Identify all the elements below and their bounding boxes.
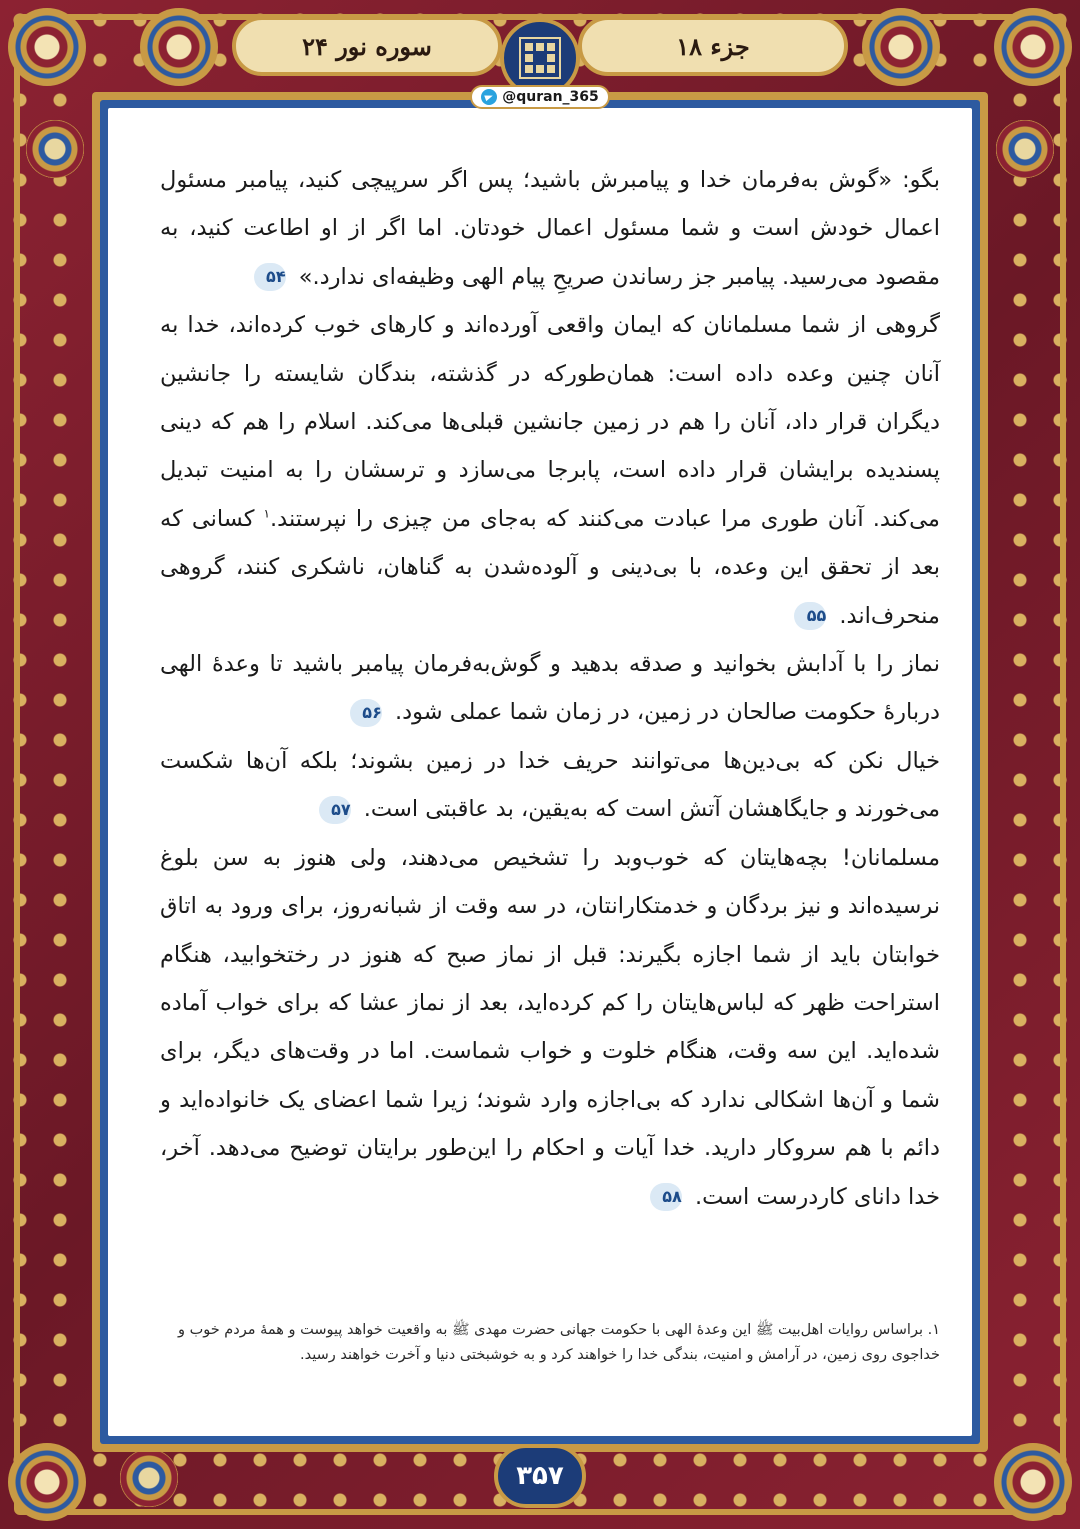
paragraph-text: گروهی از شما مسلمانان که ایمان واقعی آورده‌اند و کارهای خوب کرده‌اند، خدا به آنان چنین وعده داده است: همان‌طورکه در گذشته، بندگان شایسته را جانشین دیگران قرار داد، آنان را هم در زمین جانشین قبلی‌ها می‌کند. اسلام را هم که دینی پسندیده برایشان قرار داده است، پابرجا می‌سازد و ترسشان را به امنیت تبدیل می‌کند. آنان طوری مرا عبادت می‌کنند که به‌جای من چیزی را نپرستند.: [160, 312, 940, 532]
page-number: ۳۵۷: [516, 1461, 564, 1491]
paragraph-ayah-58: [160, 834, 940, 1221]
footnote: ۱. براساس روایات اهل‌بیت ﷺ این وعدهٔ الهی با حکومت جهانی حضرت مهدی ﷺ به واقعیت خواهد پیوست و همهٔ مردم خوب و خداجوی روی زمین، در آرامش و امنیت، بندگی خدا را خواهند کرد و به خوشبختی دنیا و آخرت خواهند رسید.: [177, 1322, 940, 1363]
paragraph-text: خیال نکن که بی‌دین‌ها می‌توانند حریف خدا در زمین بشوند؛ بلکه آن‌ها شکست می‌خورند و جایگاهشان آتش است که به‌یقین، بد عاقبتی است.: [160, 747, 940, 823]
translation-text: [160, 156, 940, 1221]
channel-handle-badge[interactable]: [470, 85, 610, 109]
paragraph-text: مسلمانان! بچه‌هایتان که خوب‌وبد را تشخیص می‌دهند، ولی هنوز به سن بلوغ نرسیده‌اند و نیز بردگان و خدمتکارانتان، در سه وقت از شبانه‌روز، برای ورود به اتاق خوابتان باید از شما اجازه بگیرند: قبل از نماز صبح که هنوز در رختخوابید، هنگام استراحت ظهر که لباس‌هایتان را کم کرده‌اید، بعد از نماز عشا که برای خواب آماده شده‌اید. این سه وقت، هنگام خلوت و خواب شماست. اما در وقت‌های دیگر، برای شما و آن‌ها اشکالی ندارد که بی‌اجازه وارد شوند؛ زیرا شما اعضای یک خانواده‌اید و دائم با هم سروکار دارید. خدا آیات و احکام را این‌طور برایتان توضیح می‌دهد. آخر، خدا دانای کاردرست است.: [160, 844, 940, 1210]
footnote-marker[interactable]: ۱: [263, 506, 270, 521]
ornament-medallion: [996, 120, 1054, 178]
right-ornament-column: [990, 120, 1060, 1410]
paragraph-ayah-55: [160, 301, 940, 640]
ornament-medallion: [26, 120, 84, 178]
paragraph-ayah-56: [160, 640, 940, 737]
paragraph-text: بگو: «گوش به‌فرمان خدا و پیامبرش باشید؛ پس اگر سرپیچی کنید، پیامبر مسئول اعمال خودش است و شما مسئول اعمال خودتان. اما اگر از او اطاعت کنید، به مقصود می‌رسید. پیامبر جز رساندن صریحِ پیام الهی وظیفه‌ای ندارد.»: [160, 167, 940, 290]
ayah-number-badge: ۵۶: [350, 699, 382, 727]
ayah-number-badge: ۵۴: [254, 263, 286, 291]
paragraph-text-continued: کسانی که بعد از تحقق این وعده، با بی‌دینی و آلوده‌شدن به گناهان، ناشکری کنند، گروهی منحرف‌اند.: [160, 505, 940, 629]
ayah-number-badge: ۵۸: [650, 1183, 682, 1211]
paragraph-text: نماز را با آدابش بخوانید و صدقه بدهید و گوش‌به‌فرمان پیامبر باشید تا وعدهٔ الهی دربارهٔ حکومت صالحان در زمین، در زمان شما عملی شود.: [160, 651, 940, 726]
ayah-number-badge: ۵۷: [319, 796, 351, 824]
corner-ornament: [862, 8, 940, 86]
channel-handle: @quran_365: [502, 89, 599, 105]
telegram-icon: [481, 89, 497, 105]
corner-ornament: [8, 1443, 86, 1521]
ayah-number-badge: ۵۵: [794, 602, 826, 630]
corner-ornament: [994, 8, 1072, 86]
ornament-medallion: [120, 1449, 178, 1507]
juz-label-cartouche: [578, 16, 848, 76]
corner-ornament: [994, 1443, 1072, 1521]
paragraph-ayah-54: [160, 156, 940, 301]
left-ornament-column: [20, 120, 90, 1410]
corner-ornament: [140, 8, 218, 86]
paragraph-ayah-57: [160, 737, 940, 834]
page-number-badge: [494, 1444, 586, 1508]
surah-label-cartouche: [232, 16, 502, 76]
juz-label: جزء ۱۸: [676, 31, 750, 61]
corner-ornament: [8, 8, 86, 86]
surah-label: سوره نور ۲۴: [302, 31, 432, 61]
kufic-logo-icon: [519, 37, 561, 79]
